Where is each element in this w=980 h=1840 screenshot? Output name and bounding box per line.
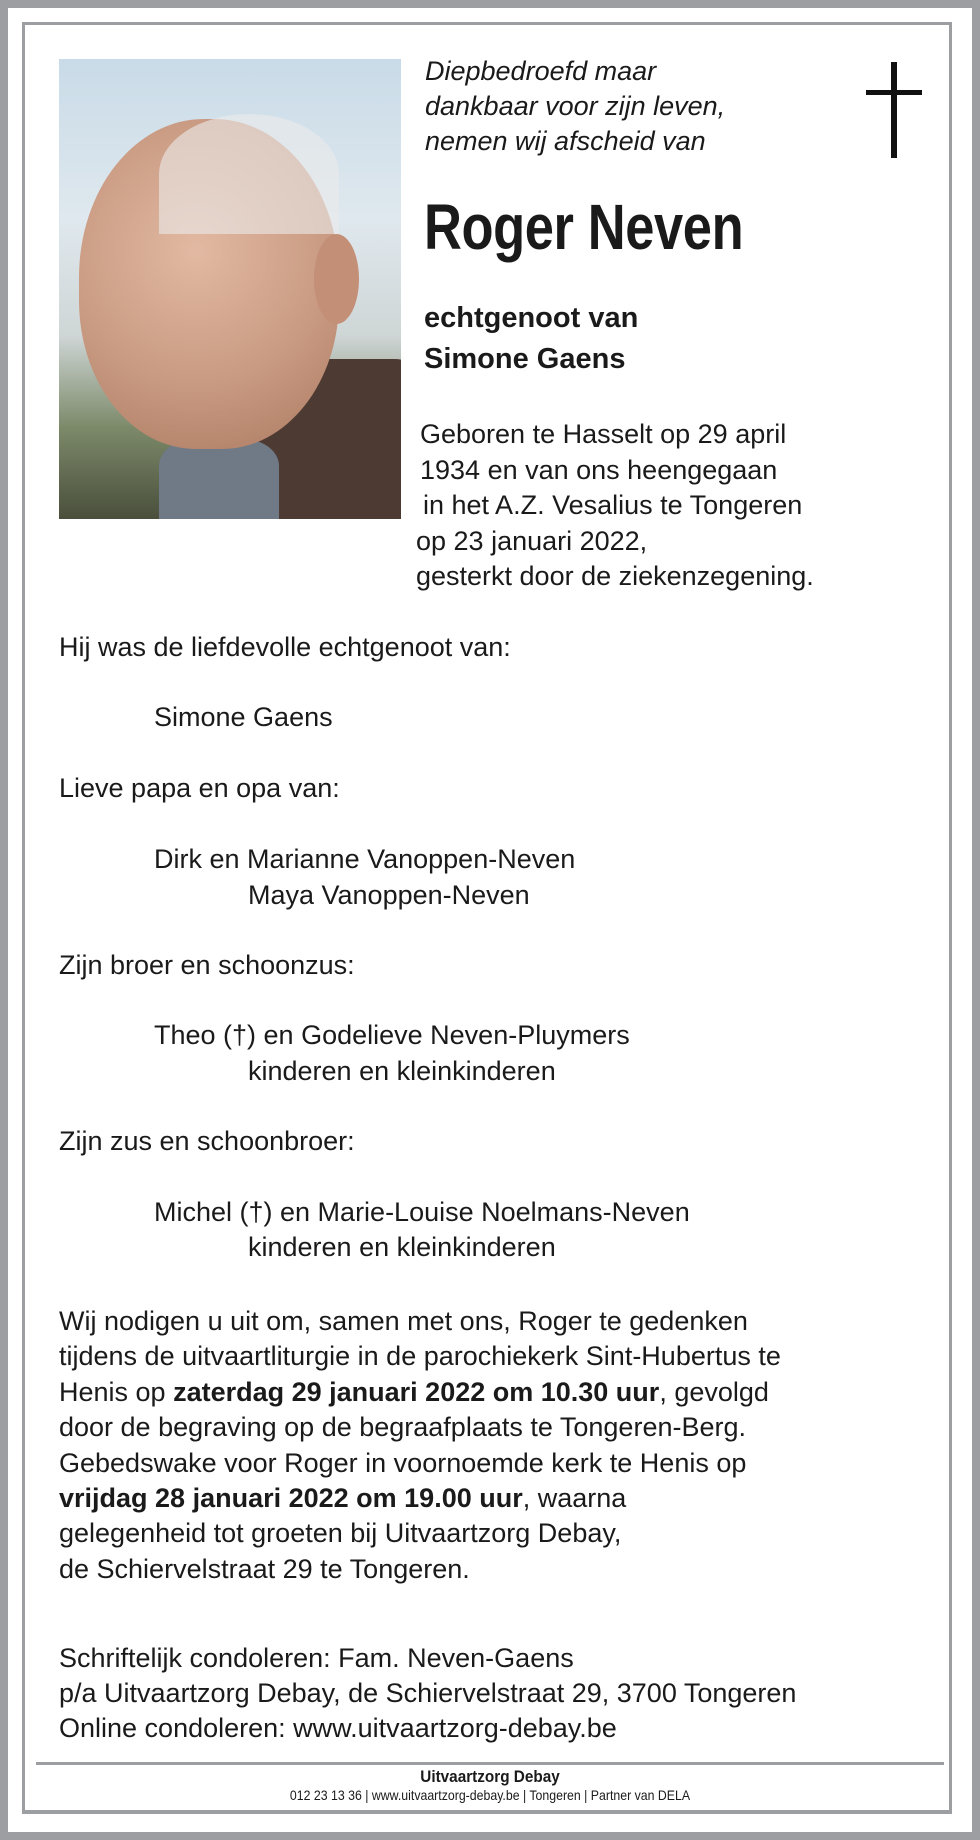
text: , waarna [522,1483,627,1513]
birth-line: Geboren te Hasselt op 29 april [420,419,787,449]
spouse-label: Hij was de liefdevolle echtgenoot van: [59,632,511,662]
wake-date: vrijdag 28 januari 2022 om 19.00 uur [59,1483,523,1513]
children-names: Dirk en Marianne Vanoppen-Neven [154,844,576,874]
birth-line: 1934 en van ons heengegaan [420,455,778,485]
intro-line: dankbaar voor zijn leven, [425,91,726,121]
invitation-line: de Schiervelstraat 29 te Tongeren. [59,1554,470,1584]
cross-icon [866,62,922,158]
brother-kids: kinderen en kleinkinderen [248,1056,556,1086]
sister-label: Zijn zus en schoonbroer: [59,1126,355,1156]
invitation-line [59,1379,769,1406]
footer-company: Uitvaartzorg Debay [420,1767,560,1786]
condolence-online: Online condoleren: www.uitvaartzorg-debay.be [59,1713,617,1743]
footer-divider [36,1762,944,1765]
brother-label: Zijn broer en schoonzus: [59,950,355,980]
condolence-address: p/a Uitvaartzorg Debay, de Schiervelstraat 29, 3700 Tongeren [59,1678,797,1708]
text: , gevolgd [659,1377,769,1407]
sister-names: Michel (†) en Marie-Louise Noelmans-Neven [154,1197,690,1227]
invitation-line: Gebedswake voor Roger in voornoemde kerk te Henis op [59,1448,747,1478]
deceased-name: Roger Neven [424,191,744,263]
spouse-name: Simone Gaens [154,702,333,732]
birth-line: gesterkt door de ziekenzegening. [416,561,814,591]
grandchild-name: Maya Vanoppen-Neven [248,880,530,910]
condolence-line: Schriftelijk condoleren: Fam. Neven-Gaens [59,1643,574,1673]
invitation-line: door de begraving op de begraafplaats te Tongeren-Berg. [59,1412,746,1442]
intro-line: nemen wij afscheid van [425,126,706,156]
intro-line: Diepbedroefd maar [425,56,657,86]
invitation-line: gelegenheid tot groeten bij Uitvaartzorg Debay, [59,1518,622,1548]
invitation-line: Wij nodigen u uit om, samen met ons, Roger te gedenken [59,1306,748,1336]
spouse-heading-name: Simone Gaens [424,343,626,375]
children-label: Lieve papa en opa van: [59,773,340,803]
birth-line: op 23 januari 2022, [416,526,648,556]
invitation-line: tijdens de uitvaartliturgie in de parochiekerk Sint-Hubertus te [59,1341,781,1371]
text: Henis op [59,1377,174,1407]
funeral-date: zaterdag 29 januari 2022 om 10.30 uur [173,1377,660,1407]
spouse-heading: echtgenoot van [424,302,639,334]
brother-names: Theo (†) en Godelieve Neven-Pluymers [154,1020,630,1050]
portrait-photo [59,59,401,519]
sister-kids: kinderen en kleinkinderen [248,1232,556,1262]
invitation-line [59,1485,626,1512]
birth-line: in het A.Z. Vesalius te Tongeren [423,490,803,520]
footer-details: 012 23 13 36 | www.uitvaartzorg-debay.be | Tongeren | Partner van DELA [289,1787,691,1803]
